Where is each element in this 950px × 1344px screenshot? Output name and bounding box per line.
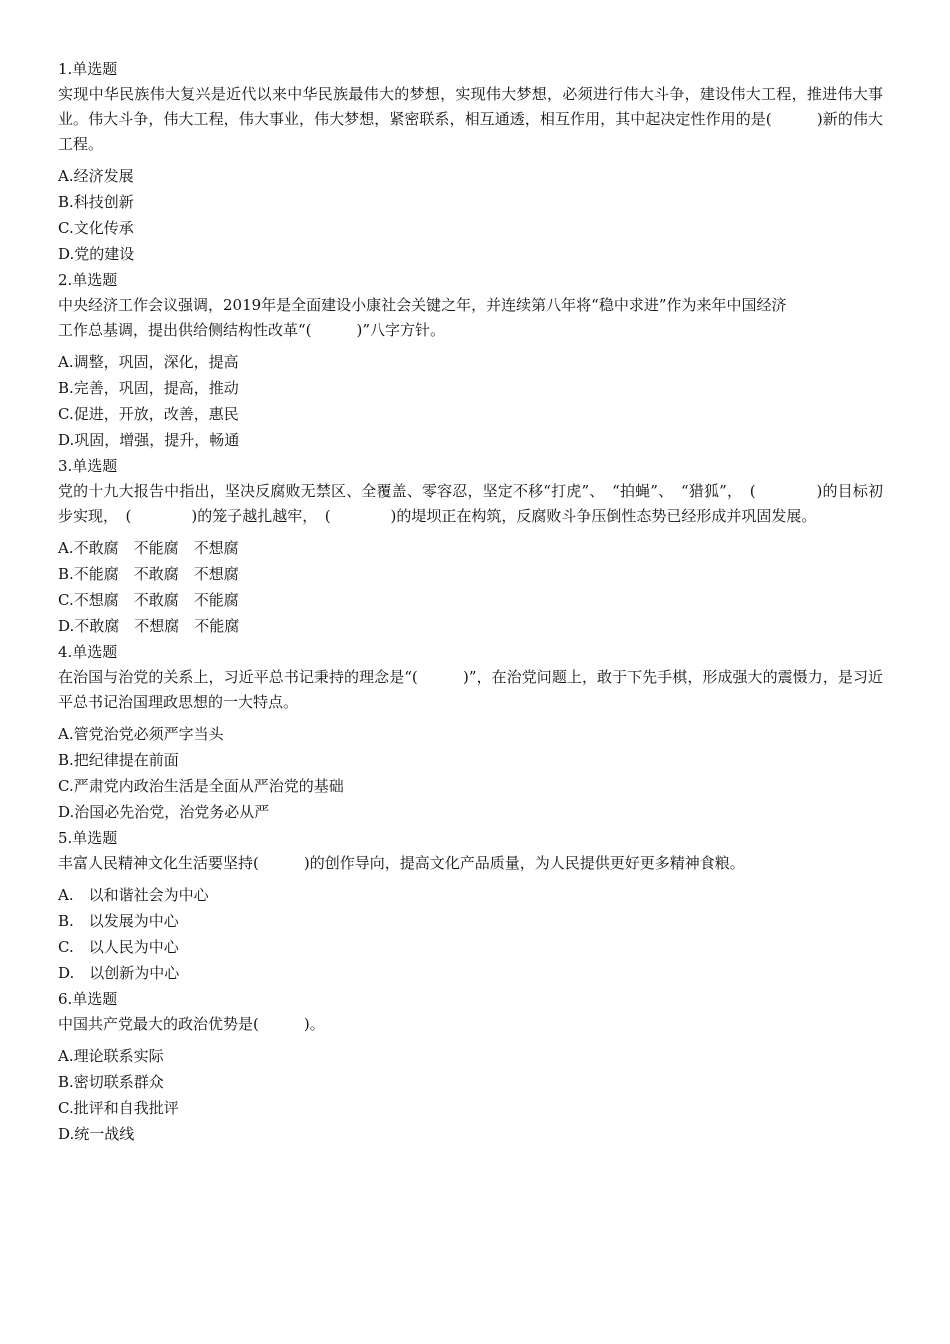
answer-option: C. 以人民为中心 <box>58 938 179 956</box>
answer-option: B. 以发展为中心 <box>58 912 179 930</box>
answer-option: D.治国必先治党，治党务必从严 <box>58 803 270 821</box>
answer-option: A.理论联系实际 <box>58 1047 164 1065</box>
answer-option: A.调整，巩固，深化，提高 <box>58 353 239 371</box>
answer-option: D.统一战线 <box>58 1125 135 1143</box>
answer-option: A.管党治党必须严字当头 <box>58 725 224 743</box>
answer-option: D.不敢腐 不想腐 不能腐 <box>58 617 240 635</box>
question-header: 6.单选题 <box>58 990 118 1008</box>
question-header: 3.单选题 <box>58 457 118 475</box>
question-stem: 丰富人民精神文化生活要坚持( )的创作导向，提高文化产品质量，为人民提供更好更多精神食粮。 <box>58 854 745 872</box>
answer-option: A.不敢腐 不能腐 不想腐 <box>58 539 239 557</box>
question-header: 4.单选题 <box>58 643 118 661</box>
answer-option: D.党的建设 <box>58 245 135 263</box>
question-header: 5.单选题 <box>58 829 118 847</box>
question-header: 1.单选题 <box>58 60 118 78</box>
answer-option: B.把纪律提在前面 <box>58 751 179 769</box>
question-stem: 在治国与治党的关系上，习近平总书记秉持的理念是“( )”，在治党问题上，敢于下先手棋，形成强大的震慑力，是习近平总书记治国理政思想的一大特点。 <box>58 668 883 711</box>
question-stem: 中央经济工作会议强调，2019年是全面建设小康社会关键之年，并连续第八年将“稳中求进”作为来年中国经济 <box>58 296 787 314</box>
answer-option: C.文化传承 <box>58 219 134 237</box>
question-header: 2.单选题 <box>58 271 118 289</box>
answer-option: C.促进，开放，改善，惠民 <box>58 405 239 423</box>
answer-option: B.不能腐 不敢腐 不想腐 <box>58 565 239 583</box>
question-stem: 工作总基调，提出供给侧结构性改革“( )”八字方针。 <box>58 321 446 339</box>
question-stem: 中国共产党最大的政治优势是( )。 <box>58 1015 325 1033</box>
answer-option: D. 以创新为中心 <box>58 964 180 982</box>
answer-option: B.密切联系群众 <box>58 1073 164 1091</box>
question-stem: 实现中华民族伟大复兴是近代以来中华民族最伟大的梦想，实现伟大梦想，必须进行伟大斗争，建设伟大工程，推进伟大事业。伟大斗争，伟大工程，伟大事业，伟大梦想，紧密联系，相互通透，相互作用，其中起决定性作用的是( )新的伟大工程。 <box>58 85 883 153</box>
answer-option: B.科技创新 <box>58 193 134 211</box>
answer-option: C.严肃党内政治生活是全面从严治党的基础 <box>58 777 344 795</box>
answer-option: A.经济发展 <box>58 167 134 185</box>
answer-option: C.批评和自我批评 <box>58 1099 179 1117</box>
answer-option: C.不想腐 不敢腐 不能腐 <box>58 591 239 609</box>
answer-option: D.巩固，增强，提升，畅通 <box>58 431 240 449</box>
question-stem: 党的十九大报告中指出，坚决反腐败无禁区、全覆盖、零容忍，坚定不移“打虎”、 “拍蝇”、 “猎狐”， ( )的目标初步实现， ( )的笼子越扎越牢， ( )的堤坝正在构筑，反腐败斗争压倒性态势已经形成并巩固发展。 <box>58 482 883 525</box>
question-document <box>58 56 883 1147</box>
answer-option: B.完善，巩固，提高，推动 <box>58 379 239 397</box>
answer-option: A. 以和谐社会为中心 <box>58 886 209 904</box>
